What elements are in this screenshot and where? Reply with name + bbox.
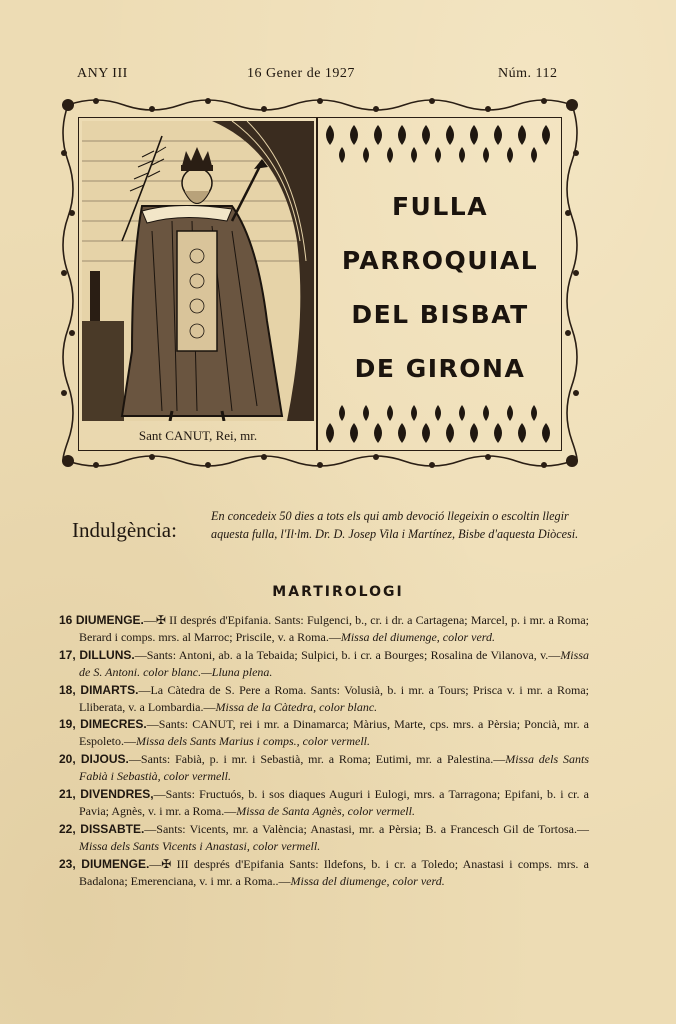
entry-mass: Missa dels Sants Fabià i Sebastià, color vermell. xyxy=(79,752,589,784)
entry-saints: —Sants: Fabià, p. i mr. i Sebastià, mr. a Roma; Eutimi, mr. a Palestina.— xyxy=(128,752,506,767)
entry-mass: Missa del diumenge, color verd. xyxy=(340,630,496,644)
martyrology-entry xyxy=(59,682,589,716)
entry-day: 22, DISSABTE. xyxy=(59,821,145,836)
entry-mass: Missa dels Sants Marius i comps., color vermell. xyxy=(136,734,370,749)
title-line-2: PARROQUIAL xyxy=(341,246,539,275)
martyrology-entry xyxy=(59,751,589,785)
newsletter-title xyxy=(320,180,560,396)
entry-mass: Missa de Santa Agnès, color vermell. xyxy=(236,803,415,818)
entry-day: 21, DIVENDRES, xyxy=(59,786,154,801)
issue-number: Núm. 112 xyxy=(498,66,558,81)
martyrology-entry xyxy=(59,612,589,646)
entry-saints: —La Càtedra de S. Pere a Roma. Sants: Volusià, b. i mr. a Tours; Prisca v. i mr. a Roma; Lliberata, v. a Lombardia.— xyxy=(79,682,589,714)
year-label: ANY III xyxy=(77,66,128,81)
illustration-caption: Sant CANUT, Rei, mr. xyxy=(138,428,258,443)
martyrology-entry xyxy=(59,647,589,681)
entry-saints: —✠ III després d'Epifania Sants: Ildefons, b. i cr. a Toledo; Anastasi i comps. mrs. a Badalona; Emerenciana, v. i mr. a Roma..— xyxy=(79,856,589,888)
title-line-1: FULLA xyxy=(391,192,489,221)
entry-day: 23, DIUMENGE. xyxy=(59,856,150,871)
martyrology-heading: MARTIROLOGI xyxy=(272,584,404,600)
palmette-ornament-bottom xyxy=(320,403,560,447)
martyrology-list xyxy=(59,612,589,890)
entry-mass: Missa de S. Antoni. color blanc.—Lluna plena. xyxy=(79,647,589,679)
indulgence-label: Indulgència: xyxy=(72,518,177,542)
entry-day: 16 DIUMENGE. xyxy=(59,613,144,627)
saint-canut-engraving xyxy=(82,121,314,421)
entry-day: 18, DIMARTS. xyxy=(59,682,139,697)
entry-day: 20, DIJOUS. xyxy=(59,752,129,767)
indulgence-text: En concedeix 50 dies a tots els qui amb devoció llegeixin o escoltin llegir aquesta fulla, l'Il·lm. Dr. D. Josep Vila i Martínez, Bisbe d'aquesta Diòcesi. xyxy=(211,509,579,541)
title-line-4: DE GIRONA xyxy=(354,354,526,383)
entry-mass: Missa del diumenge, color verd. xyxy=(290,873,445,888)
entry-day: 19, DIMECRES. xyxy=(59,717,147,732)
masthead-divider xyxy=(316,117,318,451)
palmette-ornament-top xyxy=(320,121,560,165)
entry-day: 17, DILLUNS. xyxy=(59,647,135,662)
entry-mass: Missa dels Sants Vicents i Anastasi, color vermell. xyxy=(79,838,321,853)
entry-saints: —✠ II després d'Epifania. Sants: Fulgenci, b., cr. i dr. a Cartagena; Marcel, p. i mr. a Roma; Berard i comps. mrs. al Marroc; Priscile, v. a Roma.— xyxy=(79,613,590,644)
entry-saints: —Sants: Antoni, ab. a la Tebaida; Sulpici, b. i cr. a Bourges; Rosalina de Vilanova, v.— xyxy=(134,647,561,662)
martyrology-entry xyxy=(59,821,589,855)
martyrology-entry xyxy=(59,786,589,820)
entry-saints: —Sants: Fructuós, b. i sos diaques Auguri i Eulogi, mrs. a Tarragona; Epifani, b. i cr. a Pavia; Agnès, v. i mr. a Roma.— xyxy=(79,786,589,818)
title-line-3: DEL BISBAT xyxy=(351,300,529,329)
issue-date: 16 Gener de 1927 xyxy=(247,66,355,81)
martyrology-entry xyxy=(59,716,589,750)
entry-saints: —Sants: Vicents, mr. a València; Anastasi, mr. a Pèrsia; B. a Francesch Gil de Tortosa.— xyxy=(144,821,590,836)
entry-mass: Missa de la Càtedra, color blanc. xyxy=(215,699,378,714)
entry-saints: —Sants: CANUT, rei i mr. a Dinamarca; Màrius, Marte, cps. mrs. a Pèrsia; Poncià, mr. a Espoleto.— xyxy=(79,717,589,749)
martyrology-entry xyxy=(59,856,589,890)
